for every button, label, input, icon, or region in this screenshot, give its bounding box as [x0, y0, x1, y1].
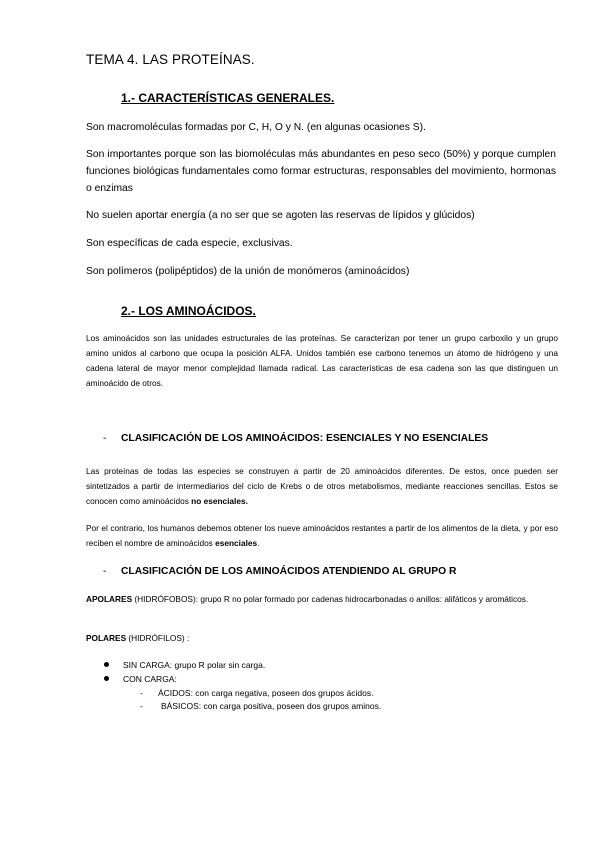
bullet-icon [104, 662, 109, 667]
sub-list-item-text: ÁCIDOS: con carga negativa, poseen dos grupos ácidos. [158, 688, 374, 698]
section2-paragraph-1: Los aminoácidos son las unidades estructurales de las proteínas. Se caracterizan por tener un grupo carboxilo y un grupo amino unidos al carbono que ocupa la posición ALFA. Unidos también ese carbono tenemos un átomo de hidrógeno y una cadena lateral de mayor menor complejidad llamada radical. Las características de esa cadena son las que distinguen un aminoácido de otros. [86, 333, 558, 388]
list-item [104, 673, 177, 685]
list-item-text: SIN CARGA: grupo R polar sin carga. [123, 660, 266, 670]
sub-list-item [140, 687, 373, 699]
sub1-paragraph-2-bold: esenciales [215, 538, 258, 548]
polares-text: (HIDRÓFILOS) : [126, 633, 190, 643]
sub-list-item [140, 700, 381, 712]
sub2-heading: CLASIFICACIÓN DE LOS AMINOÁCIDOS ATENDIENDO AL GRUPO R [121, 566, 457, 577]
bullet-icon [104, 676, 109, 681]
sub1-paragraph-2 [86, 521, 558, 551]
sub1-heading: CLASIFICACIÓN DE LOS AMINOÁCIDOS: ESENCIALES Y NO ESENCIALES [121, 433, 489, 444]
sub1-paragraph-1-text: Las proteínas de todas las especies se construyen a partir de 20 aminoácidos diferentes. De estos, once pueden ser sintetizados a partir de intermediarios del ciclo de Krebs o de otros metabolismos, mediante reacciones sencillas. Estos se conocen como aminoácidos [86, 466, 558, 506]
list-item-text: CON CARGA: [123, 674, 177, 684]
sub1-paragraph-1-bold: no esenciales. [191, 496, 248, 506]
section1-paragraph-5: Son polímeros (polipéptidos) de la unión de monómeros (aminoácidos) [86, 266, 410, 277]
section1-paragraph-2: Son importantes porque son las biomoléculas más abundantes en peso seco (50%) y porque cumplen funciones biológicas fundamentales como formar estructuras, responsables del movimiento, hormonas o enzimas [86, 149, 556, 194]
apolares-text: (HIDRÓFOBOS): grupo R no polar formado por cadenas hidrocarbonadas o anillos: alifáticos y aromáticos. [132, 594, 529, 604]
section2-heading: 2.- LOS AMINOÁCIDOS. [121, 304, 256, 318]
apolares-label: APOLARES [86, 594, 133, 604]
section1-paragraph-4: Son específicas de cada especie, exclusivas. [86, 238, 293, 249]
polares-paragraph [86, 631, 558, 646]
section1-heading: 1.- CARACTERÍSTICAS GENERALES. [121, 91, 335, 105]
sub1-paragraph-2-text: Por el contrario, los humanos debemos obtener los nueve aminoácidos restantes a partir de los alimentos de la dieta, y por eso reciben el nombre de aminoácidos [86, 523, 558, 548]
sub2-dash: - [103, 566, 107, 577]
polares-label: POLARES [86, 633, 127, 643]
section1-paragraph-1: Son macromoléculas formadas por C, H, O y N. (en algunas ocasiones S). [86, 122, 426, 133]
sub1-dash: - [103, 433, 107, 444]
sub1-paragraph-1 [86, 464, 558, 509]
page-title: TEMA 4. LAS PROTEÍNAS. [86, 52, 255, 67]
sub-list-item-text: BÁSICOS: con carga positiva, poseen dos grupos aminos. [161, 701, 382, 711]
list-item [104, 659, 265, 671]
apolares-paragraph [86, 592, 558, 607]
sub1-paragraph-2-end: . [257, 538, 260, 548]
section1-paragraph-3: No suelen aportar energía (a no ser que se agoten las reservas de lípidos y glúcidos) [86, 210, 475, 221]
sub-list-dash: - [140, 701, 143, 711]
sub-list-dash: - [140, 688, 143, 698]
